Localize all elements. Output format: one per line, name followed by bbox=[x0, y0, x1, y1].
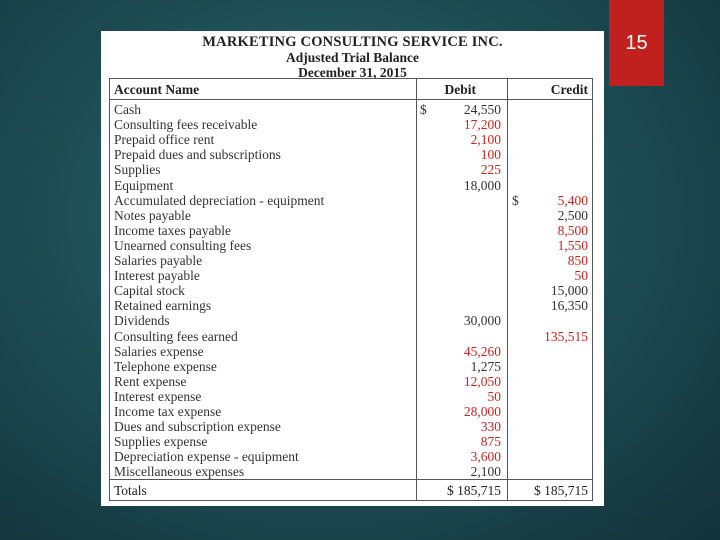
credit-cell: 2,500 bbox=[557, 207, 588, 223]
table-row bbox=[110, 147, 592, 162]
table-row bbox=[110, 434, 592, 449]
account-name-cell: Salaries expense bbox=[114, 343, 204, 359]
account-name-cell: Salaries payable bbox=[114, 253, 203, 268]
account-name-cell: Income taxes payable bbox=[114, 222, 231, 238]
credit-dollar-sign: $ bbox=[512, 192, 519, 208]
debit-cell: 3,600 bbox=[470, 449, 501, 465]
account-name-cell: Cash bbox=[114, 102, 141, 117]
credit-cell: 135,515 bbox=[544, 328, 588, 344]
debit-dollar-sign: $ bbox=[420, 102, 427, 117]
table-row bbox=[110, 238, 592, 253]
sheet-header bbox=[101, 35, 604, 80]
table-row bbox=[110, 359, 592, 374]
table-row bbox=[110, 102, 592, 117]
totals-credit: $ 185,715 bbox=[534, 483, 588, 498]
account-name-cell: Dues and subscription expense bbox=[114, 419, 281, 435]
account-name-cell: Depreciation expense - equipment bbox=[114, 449, 299, 465]
credit-cell: 16,350 bbox=[550, 298, 588, 314]
table-row bbox=[110, 132, 592, 147]
debit-cell: 330 bbox=[480, 419, 501, 435]
table-row bbox=[110, 178, 592, 193]
credit-cell: 850 bbox=[567, 253, 588, 268]
credit-cell: 50 bbox=[574, 268, 588, 284]
header-rule bbox=[110, 99, 592, 100]
totals-row bbox=[110, 483, 592, 498]
account-name-cell: Consulting fees receivable bbox=[114, 117, 258, 133]
debit-cell: 17,200 bbox=[463, 117, 501, 133]
table-row bbox=[110, 419, 592, 434]
debit-cell: 24,550 bbox=[463, 102, 501, 117]
company-name: MARKETING CONSULTING SERVICE INC. bbox=[202, 34, 503, 50]
table-row bbox=[110, 208, 592, 223]
debit-cell: 2,100 bbox=[470, 464, 501, 480]
debit-cell: 875 bbox=[480, 434, 501, 450]
account-name-cell: Prepaid dues and subscriptions bbox=[114, 147, 281, 163]
table-row bbox=[110, 117, 592, 132]
credit-cell: 15,000 bbox=[550, 283, 588, 299]
table-row bbox=[110, 268, 592, 283]
table-row bbox=[110, 298, 592, 313]
column-header-debit: Debit bbox=[444, 82, 476, 97]
table-row bbox=[110, 449, 592, 464]
table-row bbox=[110, 313, 592, 328]
credit-cell: 1,550 bbox=[557, 237, 588, 253]
account-name-cell: Interest payable bbox=[114, 268, 200, 284]
account-name-cell: Capital stock bbox=[114, 283, 185, 299]
account-name-cell: Interest expense bbox=[114, 388, 202, 404]
totals-debit: $ 185,715 bbox=[447, 483, 501, 498]
debit-cell: 2,100 bbox=[470, 132, 501, 148]
account-name-cell: Rent expense bbox=[114, 373, 187, 389]
account-name-cell: Prepaid office rent bbox=[114, 132, 215, 148]
debit-cell: 50 bbox=[487, 388, 501, 404]
table-row bbox=[110, 193, 592, 208]
account-name-cell: Dividends bbox=[114, 313, 170, 329]
account-name-cell: Supplies expense bbox=[114, 434, 208, 450]
account-name-cell: Consulting fees earned bbox=[114, 328, 238, 344]
column-header-credit: Credit bbox=[550, 82, 588, 97]
table-row bbox=[110, 389, 592, 404]
table-row bbox=[110, 404, 592, 419]
table-row bbox=[110, 223, 592, 238]
debit-cell: 1,275 bbox=[470, 358, 501, 374]
statement-date: December 31, 2015 bbox=[298, 65, 407, 80]
debit-cell: 18,000 bbox=[463, 177, 501, 193]
table-row bbox=[110, 344, 592, 359]
column-header-account-name: Account Name bbox=[114, 82, 200, 97]
account-name-cell: Accumulated depreciation - equipment bbox=[114, 192, 325, 208]
slide-number: 15 bbox=[609, 0, 664, 86]
totals-label: Totals bbox=[114, 483, 147, 498]
account-name-cell: Equipment bbox=[114, 177, 174, 193]
account-name-cell: Retained earnings bbox=[114, 298, 212, 314]
table-row bbox=[110, 253, 592, 268]
account-name-cell: Unearned consulting fees bbox=[114, 237, 252, 253]
trial-balance-table bbox=[109, 78, 593, 501]
debit-cell: 30,000 bbox=[463, 313, 501, 329]
account-name-cell: Income tax expense bbox=[114, 404, 222, 419]
debit-cell: 28,000 bbox=[463, 404, 501, 419]
table-row bbox=[110, 464, 592, 479]
debit-cell: 12,050 bbox=[463, 373, 501, 389]
account-name-cell: Supplies bbox=[114, 162, 161, 178]
credit-cell: 5,400 bbox=[557, 192, 588, 208]
table-row bbox=[110, 374, 592, 389]
account-name-cell: Telephone expense bbox=[114, 358, 217, 374]
table-row bbox=[110, 283, 592, 298]
debit-cell: 100 bbox=[480, 147, 501, 163]
table-row bbox=[110, 329, 592, 344]
debit-cell: 45,260 bbox=[463, 343, 501, 359]
statement-title: Adjusted Trial Balance bbox=[285, 50, 419, 65]
credit-cell: 8,500 bbox=[557, 222, 588, 238]
debit-cell: 225 bbox=[480, 162, 501, 178]
trial-balance-sheet bbox=[101, 31, 604, 506]
account-name-cell: Notes payable bbox=[114, 207, 191, 223]
table-row bbox=[110, 162, 592, 177]
account-name-cell: Miscellaneous expenses bbox=[114, 464, 245, 480]
